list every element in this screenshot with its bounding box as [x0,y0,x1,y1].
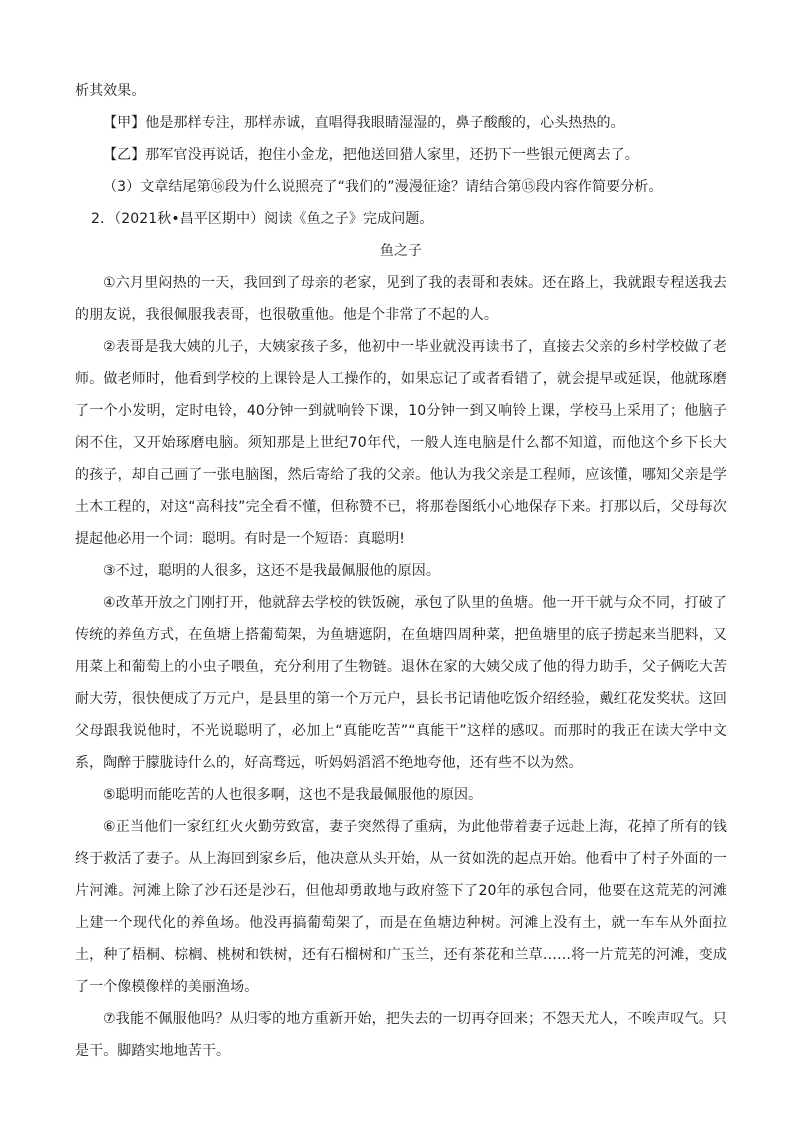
quote-jia: 【甲】他是那样专注，那样赤诚，直唱得我眼睛湿湿的，鼻子酸酸的，心头热热的。 [103,115,625,131]
paragraph-4: ④改革开放之门刚打开，他就辞去学校的铁饭碗，承包了队里的鱼塘。他一开干就与众不同，打破了传统的养鱼方式，在鱼塘上搭葡萄架，为鱼塘遮阴，在鱼塘四周种菜，把鱼塘里的底子捞起来当肥料，又用菜上和葡萄上的小虫子喂鱼，充分利用了生物链。退休在家的大姨父成了他的得力助手，父子俩吃大苦耐大劳，很快便成了万元户，是县里的第一个万元户，县长书记请他吃饭介绍经验，戴红花发奖状。这回父母跟我说他时，不光说聪明了，必加上“真能吃苦”“真能干”这样的感叹。而那时的我正在读大学中文系，陶醉于朦胧诗什么的，好高骛远，听妈妈滔滔不绝地夸他，还有些不以为然。 [75,595,727,771]
quote-yi: 【乙】那军官没再说话，抱住小金龙，把他送回猎人家里，还扔下一些银元便离去了。 [103,147,639,163]
document-body [75,75,727,1067]
paragraph-7: ⑦我能不佩服他吗？从归零的地方重新开始，把失去的一切再夺回来；不怨天尤人，不唉声叹气。只是干。脚踏实地地苦干。 [75,1011,727,1059]
paragraph-3: ③不过，聪明的人很多，这还不是我最佩服他的原因。 [103,563,440,579]
text-line-top: 析其效果。 [75,83,146,99]
question-2-heading: 2．（2021秋•昌平区期中）阅读《鱼之子》完成问题。 [91,211,434,227]
paragraph-5: ⑤聪明而能吃苦的人也很多啊，这也不是我最佩服他的原因。 [103,787,483,803]
paragraph-6: ⑥正当他们一家红红火火勤劳致富，妻子突然得了重病，为此他带着妻子远赴上海，花掉了所有的钱终于救活了妻子。从上海回到家乡后，他决意从头开始，从一贫如洗的起点开始。他看中了村子外面的一片河滩。河滩上除了沙石还是沙石，但他却勇敢地与政府签下了20年的承包合同，他要在这荒芜的河滩上建一个现代化的养鱼场。他没再搞葡萄架了，而是在鱼塘边种树。河滩上没有土，就一车车从外面拉土，种了梧桐、棕榈、桃树和铁树，还有石榴树和广玉兰，还有茶花和兰草……将一片荒芜的河滩，变成了一个像模像样的美丽渔场。 [75,819,727,995]
paragraph-2: ②表哥是我大姨的儿子，大姨家孩子多，他初中一毕业就没再读书了，直接去父亲的乡村学校做了老师。做老师时，他看到学校的上课铃是人工操作的，如果忘记了或者看错了，就会提早或延误，他就琢磨了一个小发明，定时电铃，40分钟一到就响铃下课，10分钟一到又响铃上课，学校马上采用了；他脑子闲不住，又开始琢磨电脑。须知那是上世纪70年代，一般人连电脑是什么都不知道，而他这个乡下长大的孩子，却自己画了一张电脑图，然后寄给了我的父亲。他认为我父亲是工程师，应该懂，哪知父亲是学土木工程的，对这“高科技”完全看不懂，但称赞不已，将那卷图纸小心地保存下来。打那以后，父母每次提起他必用一个词：聪明。有时是一个短语：真聪明! [75,339,727,547]
paragraph-1: ①六月里闷热的一天，我回到了母亲的老家，见到了我的表哥和表妹。还在路上，我就跟专程送我去的朋友说，我很佩服我表哥，也很敬重他。他是个非常了不起的人。 [75,275,727,323]
article-title: 鱼之子 [379,243,423,259]
question-3: （3）文章结尾第⑯段为什么说照亮了“我们的”漫漫征途？请结合第⑮段内容作简要分析。 [103,179,663,195]
